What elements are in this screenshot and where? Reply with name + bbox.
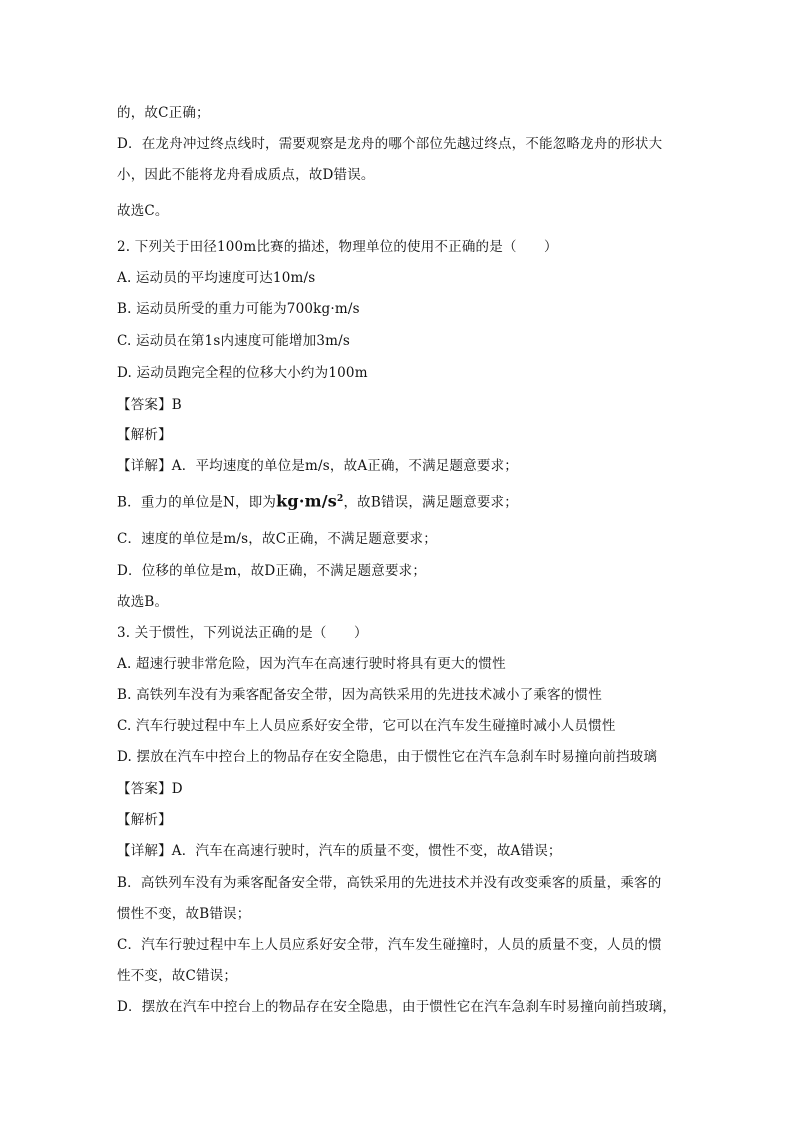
detail-line: 性不变，故C错误；	[117, 968, 238, 984]
detail-line: B．高铁列车没有为乘客配备安全带，高铁采用的先进技术并没有改变乘客的质量，乘客的	[117, 875, 662, 891]
detail-line: D．位移的单位是m，故D正确，不满足题意要求；	[117, 563, 427, 579]
question-3-option-c: C. 汽车行驶过程中车上人员应系好安全带，它可以在汽车发生碰撞时减小人员惯性	[117, 718, 616, 734]
detail-line: D．摆放在汽车中控台上的物品存在安全隐患，由于惯性它在汽车急刹车时易撞向前挡玻璃，	[117, 999, 677, 1015]
detail-line: 惯性不变，故B错误；	[117, 906, 251, 922]
formula-exponent: 2	[336, 494, 344, 504]
text-line: 的，故C正确；	[117, 105, 210, 121]
answer-label: 【答案】B	[117, 397, 182, 413]
question-3-stem: 3. 关于惯性，下列说法正确的是（ ）	[117, 625, 368, 641]
question-3-option-d: D. 摆放在汽车中控台上的物品存在安全隐患，由于惯性它在汽车急刹车时易撞向前挡玻璃	[117, 749, 658, 765]
question-2-option-c: C. 运动员在第1s内速度可能增加3m/s	[117, 333, 351, 349]
detail-line: 【详解】A．平均速度的单位是m/s，故A正确，不满足题意要求；	[117, 458, 518, 474]
text-line: 故选C。	[117, 203, 169, 219]
conclusion-line: 故选B。	[117, 594, 169, 610]
analysis-label: 【解析】	[117, 812, 172, 828]
analysis-label: 【解析】	[117, 427, 172, 443]
formula-prefix: B．重力的单位是N，即为	[117, 494, 277, 511]
detail-line-formula	[117, 490, 518, 512]
question-3-option-b: B. 高铁列车没有为乘客配备安全带，因为高铁采用的先进技术减小了乘客的惯性	[117, 687, 602, 703]
text-line: D．在龙舟冲过终点线时，需要观察是龙舟的哪个部位先越过终点，不能忽略龙舟的形状大	[117, 136, 663, 152]
question-2-option-b: B. 运动员所受的重力可能为700kg·m/s	[117, 301, 360, 317]
question-3-option-a: A. 超速行驶非常危险，因为汽车在高速行驶时将具有更大的惯性	[117, 656, 506, 672]
formula-suffix: ，故B错误，满足题意要求；	[343, 494, 518, 511]
answer-label: 【答案】D	[117, 781, 183, 797]
question-2-option-d: D. 运动员跑完全程的位移大小约为100m	[117, 365, 368, 381]
detail-line: C．汽车行驶过程中车上人员应系好安全带，汽车发生碰撞时，人员的质量不变，人员的惯	[117, 937, 662, 953]
text-line: 小，因此不能将龙舟看成质点，故D错误。	[117, 167, 375, 183]
detail-line: C．速度的单位是m/s，故C正确，不满足题意要求；	[117, 531, 437, 547]
question-2-stem: 2. 下列关于田径100m比赛的描述，物理单位的使用不正确的是（ ）	[117, 239, 558, 255]
formula-unit: kg·m/s	[276, 491, 337, 511]
question-2-option-a: A. 运动员的平均速度可达10m/s	[117, 270, 316, 286]
detail-line: 【详解】A．汽车在高速行驶时，汽车的质量不变，惯性不变，故A错误；	[117, 843, 562, 859]
